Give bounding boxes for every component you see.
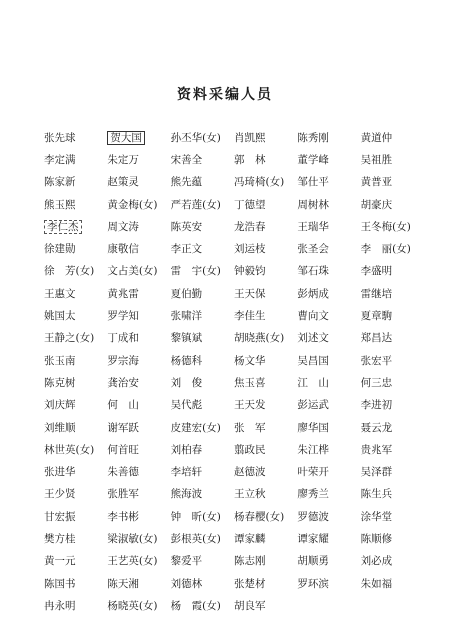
staff-name-cell (44, 486, 107, 501)
staff-name: 王少贤 (44, 488, 76, 501)
staff-name: 李盛明 (360, 265, 393, 278)
staff-name-cell (361, 553, 424, 568)
staff-name-cell (44, 219, 107, 234)
staff-name-cell (171, 397, 234, 412)
staff-name-cell (44, 174, 107, 189)
staff-name: 周树林 (297, 198, 329, 211)
staff-name-cell (297, 576, 360, 591)
staff-name: 林世英(女) (44, 443, 95, 456)
staff-name-cell (234, 353, 297, 368)
staff-name-cell (44, 241, 107, 256)
staff-name-cell (361, 509, 424, 524)
staff-name-cell (44, 308, 107, 323)
staff-name-cell (107, 420, 170, 435)
staff-name-cell (297, 553, 360, 568)
staff-name-cell (171, 353, 234, 368)
staff-name: 陈秀刚 (297, 131, 329, 144)
staff-name-cell (297, 152, 360, 167)
staff-name: 朱善德 (107, 466, 139, 479)
staff-name: 彭运武 (297, 399, 329, 412)
staff-name: 焦玉喜 (233, 376, 266, 389)
staff-name: 夏章駒 (360, 310, 393, 323)
staff-name: 刘必成 (360, 555, 393, 568)
staff-name: 邹石珠 (297, 265, 329, 278)
staff-name-cell (44, 353, 107, 368)
staff-name: 陈国书 (44, 577, 76, 590)
staff-name-cell (44, 263, 107, 278)
staff-name-cell (107, 152, 170, 167)
staff-name: 何三忠 (360, 376, 393, 389)
staff-name: 陈克树 (44, 376, 76, 389)
staff-name: 罗环滨 (297, 577, 329, 590)
staff-name-cell (234, 375, 297, 390)
staff-name-cell (297, 420, 360, 435)
staff-name: 谭家麟 (233, 532, 266, 545)
staff-name: 张宏平 (360, 354, 393, 367)
staff-name: 孙丕华(女) (170, 131, 221, 144)
staff-name-cell (107, 531, 170, 546)
staff-name: 徐 芳(女) (44, 265, 95, 278)
staff-name: 贵兆军 (360, 443, 393, 456)
staff-name-cell (107, 330, 170, 345)
staff-name-cell (234, 219, 297, 234)
staff-name: 杨文华 (233, 354, 266, 367)
staff-name: 刘 俊 (170, 376, 203, 389)
staff-name-cell (44, 197, 107, 212)
staff-name: 张圣会 (297, 243, 329, 256)
staff-name: 张玉南 (44, 354, 76, 367)
staff-name: 王天保 (233, 287, 266, 300)
staff-name-cell (171, 263, 234, 278)
staff-name-cell (107, 286, 170, 301)
staff-name-cell (361, 197, 424, 212)
staff-name-cell (297, 308, 360, 323)
staff-name-cell (234, 286, 297, 301)
staff-name: 黄兆雷 (107, 287, 139, 300)
staff-name: 刘柏春 (170, 443, 203, 456)
staff-name: 雷继培 (360, 287, 393, 300)
staff-name-cell (361, 353, 424, 368)
staff-name: 熊先蕴 (170, 176, 203, 189)
staff-name: 冉永明 (44, 599, 76, 612)
staff-name: 廖秀兰 (297, 488, 329, 501)
staff-name-cell (44, 553, 107, 568)
staff-name: 董学峰 (297, 153, 329, 166)
staff-name-cell (171, 531, 234, 546)
staff-name: 黄普亚 (360, 176, 393, 189)
staff-name-cell (107, 219, 170, 234)
staff-name: 李 丽(女) (360, 243, 411, 256)
staff-name-cell (297, 263, 360, 278)
staff-name-cell (297, 330, 360, 345)
staff-name: 杨德科 (170, 354, 203, 367)
staff-name: 熊海波 (170, 488, 203, 501)
staff-name: 陈志刚 (233, 555, 266, 568)
staff-name: 王立秋 (233, 488, 266, 501)
staff-name: 刘运枝 (233, 243, 266, 256)
staff-name-cell (44, 130, 107, 145)
staff-name: 江 山 (297, 376, 329, 389)
staff-name: 梁淑敏(女) (107, 532, 158, 545)
staff-name: 刘维顺 (44, 421, 76, 434)
staff-name-cell (107, 375, 170, 390)
staff-name: 何 山 (107, 399, 139, 412)
staff-name: 李书彬 (107, 510, 139, 523)
staff-name-cell (361, 397, 424, 412)
staff-name-cell (171, 576, 234, 591)
staff-name: 康敬信 (107, 243, 139, 256)
staff-name-cell (234, 420, 297, 435)
staff-name-cell (234, 130, 297, 145)
staff-name: 彭根英(女) (170, 532, 221, 545)
staff-name-cell (361, 241, 424, 256)
staff-name: 李仁杰 (44, 220, 82, 234)
staff-name-cell (297, 241, 360, 256)
staff-name-cell (171, 197, 234, 212)
staff-name: 熊玉熙 (44, 198, 76, 211)
staff-name: 黄金梅(女) (107, 198, 158, 211)
staff-name: 陈英安 (170, 220, 203, 233)
staff-name-cell (361, 375, 424, 390)
staff-name: 廖华国 (297, 421, 329, 434)
staff-name-cell (44, 420, 107, 435)
staff-name-cell (297, 486, 360, 501)
staff-name: 王惠文 (44, 287, 76, 300)
staff-name: 罗学知 (107, 310, 139, 323)
staff-name: 张啸洋 (170, 310, 203, 323)
staff-name: 黎爱平 (170, 555, 203, 568)
staff-name-cell (361, 442, 424, 457)
staff-name-cell (44, 531, 107, 546)
staff-name-cell (44, 442, 107, 457)
staff-name: 朱江桦 (297, 443, 329, 456)
staff-name: 罗宗海 (107, 354, 139, 367)
staff-name-cell (171, 152, 234, 167)
staff-name-cell (44, 397, 107, 412)
staff-name: 郑昌达 (360, 332, 393, 345)
staff-name: 夏伯勤 (170, 287, 203, 300)
staff-name-cell (171, 442, 234, 457)
staff-name: 刘德林 (170, 577, 203, 590)
staff-name-cell (44, 330, 107, 345)
staff-name-cell (234, 263, 297, 278)
staff-name-cell (107, 353, 170, 368)
staff-name-cell (297, 174, 360, 189)
staff-name-cell (107, 553, 170, 568)
staff-name-cell (297, 442, 360, 457)
staff-name-cell (361, 130, 424, 145)
staff-name-cell (171, 130, 234, 145)
staff-name-cell (234, 330, 297, 345)
staff-name-cell (297, 397, 360, 412)
staff-name-cell (107, 509, 170, 524)
staff-name-cell (234, 509, 297, 524)
staff-name-cell (361, 576, 424, 591)
staff-name: 王艺英(女) (107, 555, 158, 568)
staff-name: 谢军跃 (107, 421, 139, 434)
staff-name-cell (171, 286, 234, 301)
staff-name-cell (171, 375, 234, 390)
staff-name: 王静之(女) (44, 332, 95, 345)
staff-name: 刘庆辉 (44, 399, 76, 412)
staff-name-cell (234, 197, 297, 212)
staff-name: 何首旺 (107, 443, 139, 456)
staff-name: 陈生兵 (360, 488, 393, 501)
staff-name: 张胜军 (107, 488, 139, 501)
staff-name: 钟毅钧 (233, 265, 266, 278)
staff-name-cell (234, 486, 297, 501)
staff-name: 吴祖胜 (360, 153, 393, 166)
staff-name: 李正文 (170, 243, 203, 256)
staff-name-cell (361, 308, 424, 323)
staff-name-cell (44, 598, 107, 613)
staff-name-cell (234, 531, 297, 546)
staff-name: 张进华 (44, 466, 76, 479)
staff-name: 李佳生 (233, 310, 266, 323)
staff-name: 黎镇斌 (170, 332, 203, 345)
staff-name-cell (234, 174, 297, 189)
staff-name-cell (171, 174, 234, 189)
staff-name-cell (171, 219, 234, 234)
staff-name-cell (234, 241, 297, 256)
staff-name: 龙浩春 (233, 220, 266, 233)
staff-name: 姚国太 (44, 310, 76, 323)
staff-name: 李定满 (44, 153, 76, 166)
staff-name-cell (107, 576, 170, 591)
staff-name-cell (297, 531, 360, 546)
staff-name-cell (171, 486, 234, 501)
staff-name-cell (171, 308, 234, 323)
staff-name: 叶荣开 (297, 466, 329, 479)
staff-name: 钟 昕(女) (170, 510, 221, 523)
staff-name-cell (107, 397, 170, 412)
staff-name-cell (44, 576, 107, 591)
staff-name: 王瑞华 (297, 220, 329, 233)
staff-name-cell (297, 130, 360, 145)
staff-name-cell (361, 152, 424, 167)
staff-name: 杨晓英(女) (107, 599, 158, 612)
staff-name: 肖凯熙 (233, 131, 266, 144)
staff-name: 胡豪庆 (360, 198, 393, 211)
staff-name: 贺大国 (107, 131, 145, 145)
staff-name-cell (44, 286, 107, 301)
staff-name-cell (107, 598, 170, 613)
staff-name: 吴泽群 (360, 466, 393, 479)
staff-name: 张楚材 (233, 577, 266, 590)
staff-name-cell (297, 219, 360, 234)
staff-name: 雷 宇(女) (170, 265, 221, 278)
staff-name: 文占美(女) (107, 265, 158, 278)
staff-name-cell (361, 330, 424, 345)
staff-name-list (44, 126, 424, 617)
staff-name-cell (361, 219, 424, 234)
staff-name-cell (44, 464, 107, 479)
staff-name-cell (171, 241, 234, 256)
staff-name: 胡顺勇 (297, 555, 329, 568)
staff-name: 陈顺修 (360, 532, 393, 545)
staff-name: 黄道仲 (360, 131, 393, 144)
staff-name-cell (171, 553, 234, 568)
staff-name: 樊方桂 (44, 532, 76, 545)
staff-name: 赵德波 (233, 466, 266, 479)
staff-name-cell (361, 531, 424, 546)
staff-name: 聂云龙 (360, 421, 393, 434)
staff-name: 涂华堂 (360, 510, 393, 523)
staff-name-cell (107, 308, 170, 323)
staff-name: 李培轩 (170, 466, 203, 479)
staff-name-cell (171, 509, 234, 524)
staff-name: 郭 林 (233, 153, 266, 166)
staff-name-cell (297, 286, 360, 301)
staff-name: 谭家耀 (297, 532, 329, 545)
staff-name: 丁成和 (107, 332, 139, 345)
staff-name-cell (234, 598, 297, 613)
staff-name: 黄一元 (44, 555, 76, 568)
staff-name: 杨春樱(女) (233, 510, 285, 523)
staff-name-cell (361, 486, 424, 501)
staff-name-cell (297, 464, 360, 479)
staff-name-cell (107, 263, 170, 278)
staff-name-cell (361, 263, 424, 278)
staff-name-cell (361, 286, 424, 301)
staff-name-cell (171, 598, 234, 613)
staff-name: 刘述文 (297, 332, 329, 345)
staff-name-cell (107, 197, 170, 212)
staff-name-cell (171, 464, 234, 479)
staff-name-cell (361, 420, 424, 435)
staff-name: 彭炳成 (297, 287, 329, 300)
staff-name: 周文涛 (107, 220, 139, 233)
staff-name: 陈家新 (44, 176, 76, 189)
staff-name-cell (234, 397, 297, 412)
staff-name-cell (107, 464, 170, 479)
staff-name: 赵策灵 (107, 176, 139, 189)
staff-name: 龚治安 (107, 376, 139, 389)
staff-name: 徐建勋 (44, 243, 76, 256)
staff-name: 曹向文 (297, 310, 329, 323)
staff-name-cell (107, 241, 170, 256)
staff-name-cell (297, 509, 360, 524)
staff-name-cell (297, 353, 360, 368)
staff-name-cell (44, 152, 107, 167)
staff-name: 胡晓燕(女) (233, 332, 285, 345)
staff-name: 胡良军 (233, 599, 266, 612)
staff-name: 李进初 (360, 399, 393, 412)
staff-name: 王天发 (233, 399, 266, 412)
staff-name-cell (107, 442, 170, 457)
staff-name-cell (107, 130, 170, 145)
staff-name-cell (234, 553, 297, 568)
staff-name-cell (361, 464, 424, 479)
staff-name: 冯琦椅(女) (233, 176, 285, 189)
staff-name: 甘宏振 (44, 510, 76, 523)
staff-name-cell (234, 576, 297, 591)
staff-name: 严若莲(女) (170, 198, 221, 211)
staff-name: 张先球 (44, 131, 76, 144)
staff-name-cell (297, 197, 360, 212)
staff-name-cell (44, 375, 107, 390)
staff-name-cell (297, 375, 360, 390)
staff-name-cell (171, 420, 234, 435)
staff-name-cell (107, 174, 170, 189)
staff-name: 丁德望 (233, 198, 266, 211)
staff-name: 罗德波 (297, 510, 329, 523)
staff-name-cell (234, 464, 297, 479)
staff-name-cell (171, 330, 234, 345)
staff-name-cell (234, 308, 297, 323)
staff-name-cell (44, 509, 107, 524)
page-title: 资料采编人员 (177, 87, 273, 103)
staff-name: 邹仕平 (297, 176, 329, 189)
staff-name-cell (107, 486, 170, 501)
staff-name: 宋善全 (170, 153, 203, 166)
staff-name: 吴代彪 (170, 399, 203, 412)
staff-name: 朱定万 (107, 153, 139, 166)
staff-name: 杨 霞(女) (170, 599, 221, 612)
staff-name-cell (234, 442, 297, 457)
staff-name-cell (234, 152, 297, 167)
staff-name: 朱如福 (360, 577, 393, 590)
staff-name-cell (361, 174, 424, 189)
staff-name: 张 军 (233, 421, 266, 434)
staff-name: 王冬梅(女) (360, 220, 411, 233)
staff-name: 陈天湘 (107, 577, 139, 590)
staff-name: 吴昌国 (297, 354, 329, 367)
staff-name: 皮建宏(女) (170, 421, 221, 434)
staff-name: 翦政民 (233, 443, 266, 456)
